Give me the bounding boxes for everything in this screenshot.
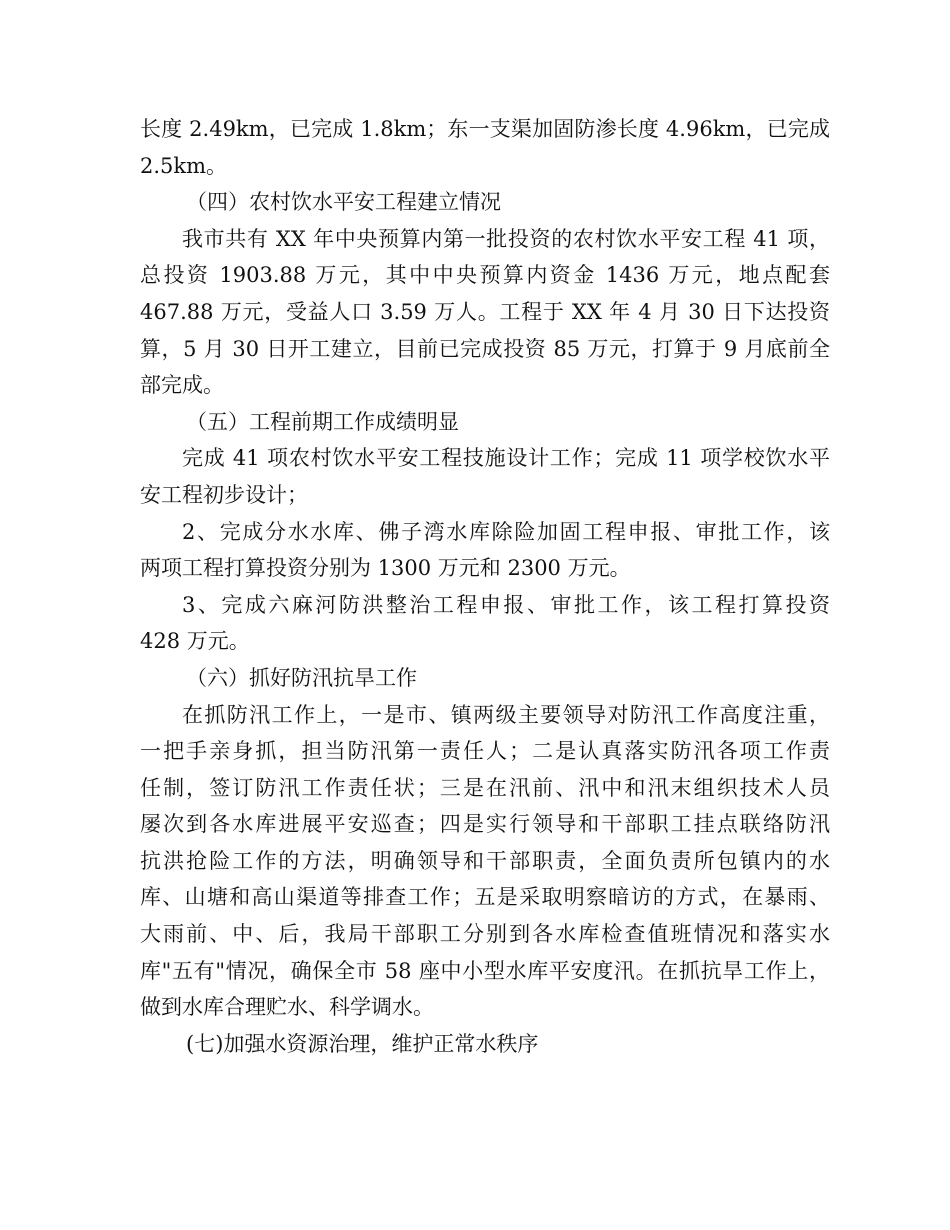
paragraph-line: 抗洪抢险工作的方法，明确领导和干部职责，全面负责所包镇内的水 [140,848,830,873]
paragraph-line: 长度 2.49km，已完成 1.8km；东一支渠加固防渗长度 4.96km，已完成 [140,117,830,141]
paragraph-line: 总投资 1903.88 万元，其中中央预算内资金 1436 万元，地点配套 [140,263,830,288]
paragraph-line: 我市共有 XX 年中央预算内第一批投资的农村饮水平安工程 41 项， [182,226,830,251]
paragraph-line: 428 万元。 [140,629,250,654]
paragraph-line: 3、完成六麻河防洪整治工程申报、审批工作，该工程打算投资 [182,592,830,617]
section-heading: （六）抓好防汛抗旱工作 [186,665,417,690]
section-heading: （四）农村饮水平安工程建立情况 [186,190,501,215]
paragraph-line: 做到水库合理贮水、科学调水。 [140,995,434,1020]
document-body [140,111,830,1062]
paragraph-line: 467.88 万元，受益人口 3.59 万人。工程于 XX 年 4 月 30 日下达投资 [140,299,830,324]
section-heading: （五）工程前期工作成绩明显 [186,409,459,434]
paragraph-line: 安工程初步设计； [140,482,308,507]
paragraph-line: 屡次到各水库进展平安巡查；四是实行领导和干部职工挂点联络防汛 [140,812,830,837]
section-heading: (七)加强水资源治理，维护正常水秩序 [186,1031,539,1056]
paragraph-line: 2.5km。 [140,153,228,178]
paragraph-line: 大雨前、中、后，我局干部职工分别到各水库检查值班情况和落实水 [140,922,830,947]
paragraph-line: 一把手亲身抓，担当防汛第一责任人；二是认真落实防汛各项工作责 [140,739,830,764]
paragraph-line: 完成 41 项农村饮水平安工程技施设计工作；完成 11 项学校饮水平 [182,446,830,471]
paragraph-line: 在抓防汛工作上，一是市、镇两级主要领导对防汛工作高度注重， [182,702,830,727]
paragraph-line: 库"五有"情况，确保全市 58 座中小型水库平安度汛。在抓抗旱工作上， [140,958,830,983]
paragraph-line: 2、完成分水水库、佛子湾水库除险加固工程申报、审批工作，该 [182,519,830,544]
paragraph-line: 算，5 月 30 日开工建立，目前已完成投资 85 万元，打算于 9 月底前全 [140,336,830,361]
paragraph-line: 部完成。 [140,373,224,398]
paragraph-line: 两项工程打算投资分别为 1300 万元和 2300 万元。 [140,556,631,581]
paragraph-line: 任制，签订防汛工作责任状；三是在汛前、汛中和汛末组织技术人员 [140,775,830,800]
paragraph-line: 库、山塘和高山渠道等排查工作；五是采取明察暗访的方式，在暴雨、 [140,885,830,910]
